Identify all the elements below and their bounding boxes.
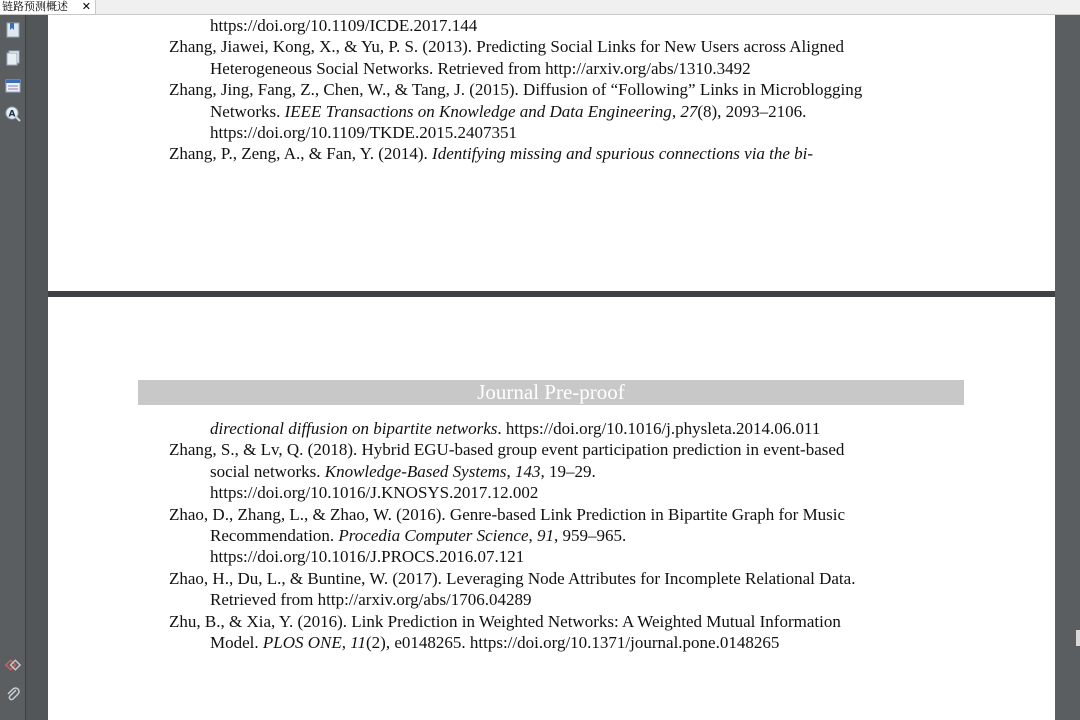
reference-text: , 19–29.	[540, 461, 596, 481]
bookmark-icon[interactable]	[4, 21, 21, 38]
journal-name: IEEE Transactions on Knowledge and Data Engineering	[284, 101, 672, 121]
reference-text: Zhang, Jiawei, Kong, X., & Yu, P. S. (2013). Predicting Social Links for New Users across Aligned	[169, 37, 845, 57]
tab-close-icon[interactable]: ✕	[81, 0, 91, 13]
reference-entry	[169, 79, 939, 143]
reference-text: Heterogeneous Social Networks. Retrieved from http://arxiv.org/abs/1310.3492	[210, 58, 751, 78]
svg-text:A: A	[8, 109, 15, 119]
scrollbar-thumb[interactable]	[1076, 630, 1080, 646]
right-gutter	[1055, 15, 1080, 720]
reference-entry	[169, 568, 939, 611]
pages-icon[interactable]	[4, 49, 21, 66]
doi-link[interactable]: https://doi.org/10.1016/J.KNOSYS.2017.12.002	[210, 483, 539, 503]
reference-entry	[169, 439, 939, 503]
article-title: directional diffusion on bipartite networks	[210, 419, 498, 438]
reference-text: Retrieved from http://arxiv.org/abs/1706.04289	[210, 590, 532, 610]
reference-text: Zhang, S., & Lv, Q. (2018). Hybrid EGU-based group event participation prediction in event-based	[169, 440, 845, 460]
reference-text: Model.	[210, 633, 263, 653]
reference-entry	[169, 143, 939, 164]
reference-list	[169, 418, 939, 653]
separator: ,	[341, 633, 351, 653]
pdf-page-top	[48, 15, 1055, 291]
reference-text: social networks.	[210, 461, 325, 481]
left-toolbar	[0, 15, 26, 720]
journal-preproof-banner: Journal Pre-proof	[138, 380, 964, 405]
attachment-icon[interactable]	[4, 685, 21, 702]
layers-icon[interactable]	[4, 77, 21, 94]
reference-text: Recommendation.	[210, 526, 339, 546]
reference-line	[210, 632, 939, 653]
reference-text: (8), 2093–2106.	[697, 101, 807, 121]
reference-list	[169, 15, 939, 165]
tab-title: 链路预测概述	[2, 0, 68, 13]
separator: ,	[506, 461, 516, 481]
reference-line	[210, 101, 939, 122]
doi-link[interactable]: https://doi.org/10.1109/ICDE.2017.144	[210, 16, 478, 35]
journal-volume: 11	[350, 633, 367, 653]
journal-name: PLOS ONE	[262, 633, 342, 653]
reference-line	[210, 525, 939, 546]
separator: ,	[671, 101, 681, 121]
reference-text: Zhu, B., & Xia, Y. (2016). Link Prediction in Weighted Networks: A Weighted Mutual Information	[169, 611, 841, 631]
reference-continuation	[169, 418, 939, 439]
reference-text: (2), e0148265. https://doi.org/10.1371/journal.pone.0148265	[366, 633, 780, 653]
pdf-page-bottom	[48, 297, 1055, 720]
reference-text: Zhang, Jing, Fang, Z., Chen, W., & Tang, J. (2015). Diffusion of “Following” Links in Microblogging	[169, 80, 863, 100]
reference-entry	[169, 504, 939, 568]
reference-text: Networks.	[210, 101, 285, 121]
reference-line	[210, 461, 939, 482]
reference-entry	[169, 611, 939, 654]
reference-entry	[169, 36, 939, 79]
journal-name: Knowledge-Based Systems	[324, 461, 507, 481]
doi-link[interactable]: https://doi.org/10.1016/J.PROCS.2016.07.121	[210, 547, 525, 567]
reference-text: , 959–965.	[554, 526, 627, 546]
separator: ,	[528, 526, 538, 546]
article-title: Identifying missing and spurious connections via the bi-	[432, 144, 814, 164]
search-text-icon[interactable]	[4, 105, 21, 122]
doi-link[interactable]: . https://doi.org/10.1016/j.physleta.2014.06.011	[497, 419, 821, 438]
reference-text: Zhao, D., Zhang, L., & Zhao, W. (2016). Genre-based Link Prediction in Bipartite Graph for Music	[169, 504, 846, 524]
tab-bar	[0, 0, 1080, 15]
document-tab[interactable]	[0, 0, 96, 14]
journal-volume: 91	[537, 526, 555, 546]
reference-text: Zhao, H., Du, L., & Buntine, W. (2017). Leveraging Node Attributes for Incomplete Relational Data.	[169, 568, 856, 588]
link-icon[interactable]	[4, 656, 21, 673]
reference-continuation	[169, 15, 939, 36]
journal-name: Procedia Computer Science	[338, 526, 529, 546]
doi-link[interactable]: https://doi.org/10.1109/TKDE.2015.2407351	[210, 123, 517, 143]
reference-text: Zhang, P., Zeng, A., & Fan, Y. (2014).	[169, 144, 433, 164]
journal-volume: 143	[515, 461, 541, 481]
journal-volume: 27	[680, 101, 698, 121]
